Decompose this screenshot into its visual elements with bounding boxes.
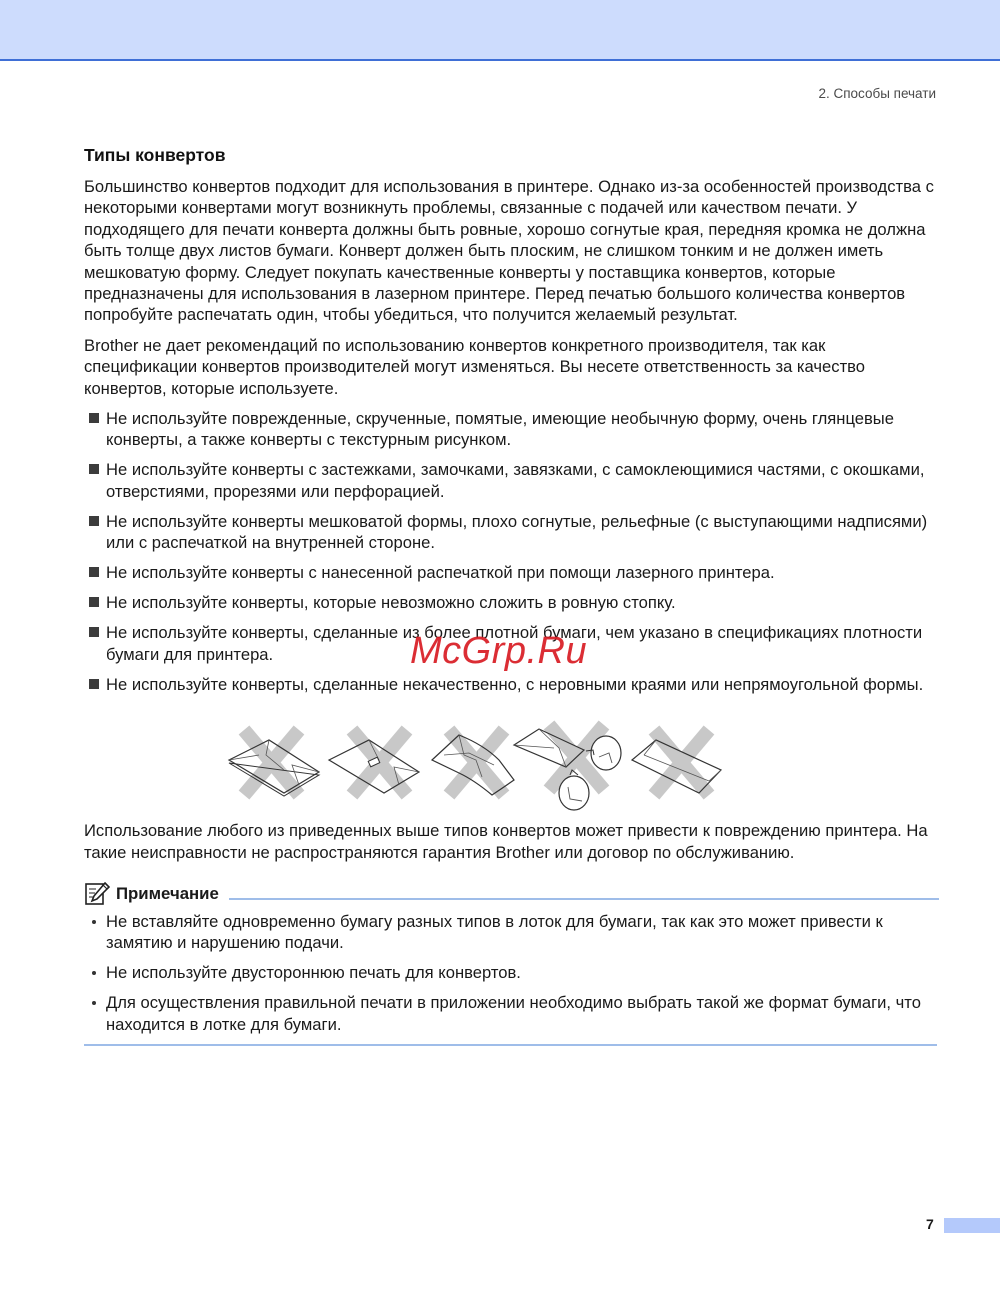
warranty-paragraph: Использование любого из приведенных выше типов конвертов может привести к повреждению принтера. На такие неисправности не распространяются гарантия Brother или договор по обслуживанию.	[84, 821, 928, 862]
square-bullet-icon	[89, 567, 99, 577]
page-tab-marker	[944, 1218, 1000, 1233]
note-list	[84, 911, 939, 1035]
list-item: Не используйте поврежденные, скрученные, помятые, имеющие необычную форму, очень глянцевые конверты, а также конверты с текстурным рисунком.	[84, 408, 939, 451]
list-item: Не используйте конверты, сделанные из более плотной бумаги, чем указано в спецификациях плотности бумаги для принтера.	[84, 622, 939, 665]
header-band	[0, 0, 1000, 61]
list-item: Для осуществления правильной печати в приложении необходимо выбрать такой же формат бумаги, что находится в лотке для бумаги.	[84, 992, 939, 1035]
note-bottom-divider	[84, 1044, 937, 1046]
envelope-bad-fold-icon	[514, 725, 621, 810]
list-item: Не используйте конверты, которые невозможно сложить в ровную стопку.	[84, 592, 939, 613]
list-item: Не используйте конверты с нанесенной распечаткой при помощи лазерного принтера.	[84, 562, 939, 583]
square-bullet-icon	[89, 627, 99, 637]
list-item: Не используйте конверты мешковатой формы, плохо согнутые, рельефные (с выступающими надписями) или с распечаткой на внутренней стороне.	[84, 511, 939, 554]
list-item: Не вставляйте одновременно бумагу разных типов в лоток для бумаги, так как это может привести к замятию и нарушению подачи.	[84, 911, 939, 954]
watermark: McGrp.Ru	[410, 630, 588, 672]
list-item: Не используйте конверты с застежками, замочками, завязками, с самоклеющимися частями, с окошками, отверстиями, прорезями или перфорацией.	[84, 459, 939, 502]
note-pencil-icon	[84, 881, 110, 907]
page-number: 7	[926, 1216, 934, 1232]
square-bullet-icon	[89, 464, 99, 474]
square-bullet-icon	[89, 597, 99, 607]
bullet-dot-icon	[92, 1001, 96, 1005]
envelope-clasp-icon	[329, 730, 419, 795]
note-divider	[229, 898, 939, 900]
envelope-flap-icon	[632, 730, 721, 795]
paragraph-intro: Большинство конвертов подходит для использования в принтере. Однако из-за особенностей производства с некоторыми конвертами могут возникнуть проблемы, связанные с подачей или качеством печати. У подходящего для печати конверта должны быть ровные, хорошо согнутые края, передняя кромка не должна быть толще двух листов бумаги. Конверт должен быть плоским, не слишком тонким и не должен иметь мешковатую форму. Следует покупать качественные конверты у поставщика конвертов, которые предназначены для использования в лазерном принтере. Перед печатью большого количества конвертов попробуйте распечатать один, чтобы убедиться, что получится желаемый результат.	[84, 177, 934, 325]
list-item: Не используйте конверты, сделанные некачественно, с неровными краями или непрямоугольной формы.	[84, 674, 939, 695]
page-content	[84, 145, 939, 1046]
envelope-crumpled-icon	[432, 730, 514, 795]
note-title: Примечание	[116, 883, 219, 903]
envelope-thick-icon	[229, 730, 319, 796]
square-bullet-icon	[89, 413, 99, 423]
paragraph-brother: Brother не дает рекомендаций по использованию конвертов конкретного производителя, так как спецификации конвертов производителей могут изменяться. Вы несете ответственность за качество конвертов, которые используете.	[84, 335, 866, 398]
square-bullet-icon	[89, 516, 99, 526]
chapter-title: 2. Способы печати	[818, 86, 936, 101]
square-bullet-icon	[89, 679, 99, 689]
bullet-dot-icon	[92, 971, 96, 975]
bad-envelopes-figure	[214, 715, 834, 820]
bullet-dot-icon	[92, 920, 96, 924]
note-header	[84, 881, 939, 907]
list-item: Не используйте двустороннюю печать для конвертов.	[84, 962, 939, 983]
section-title: Типы конвертов	[84, 145, 226, 165]
